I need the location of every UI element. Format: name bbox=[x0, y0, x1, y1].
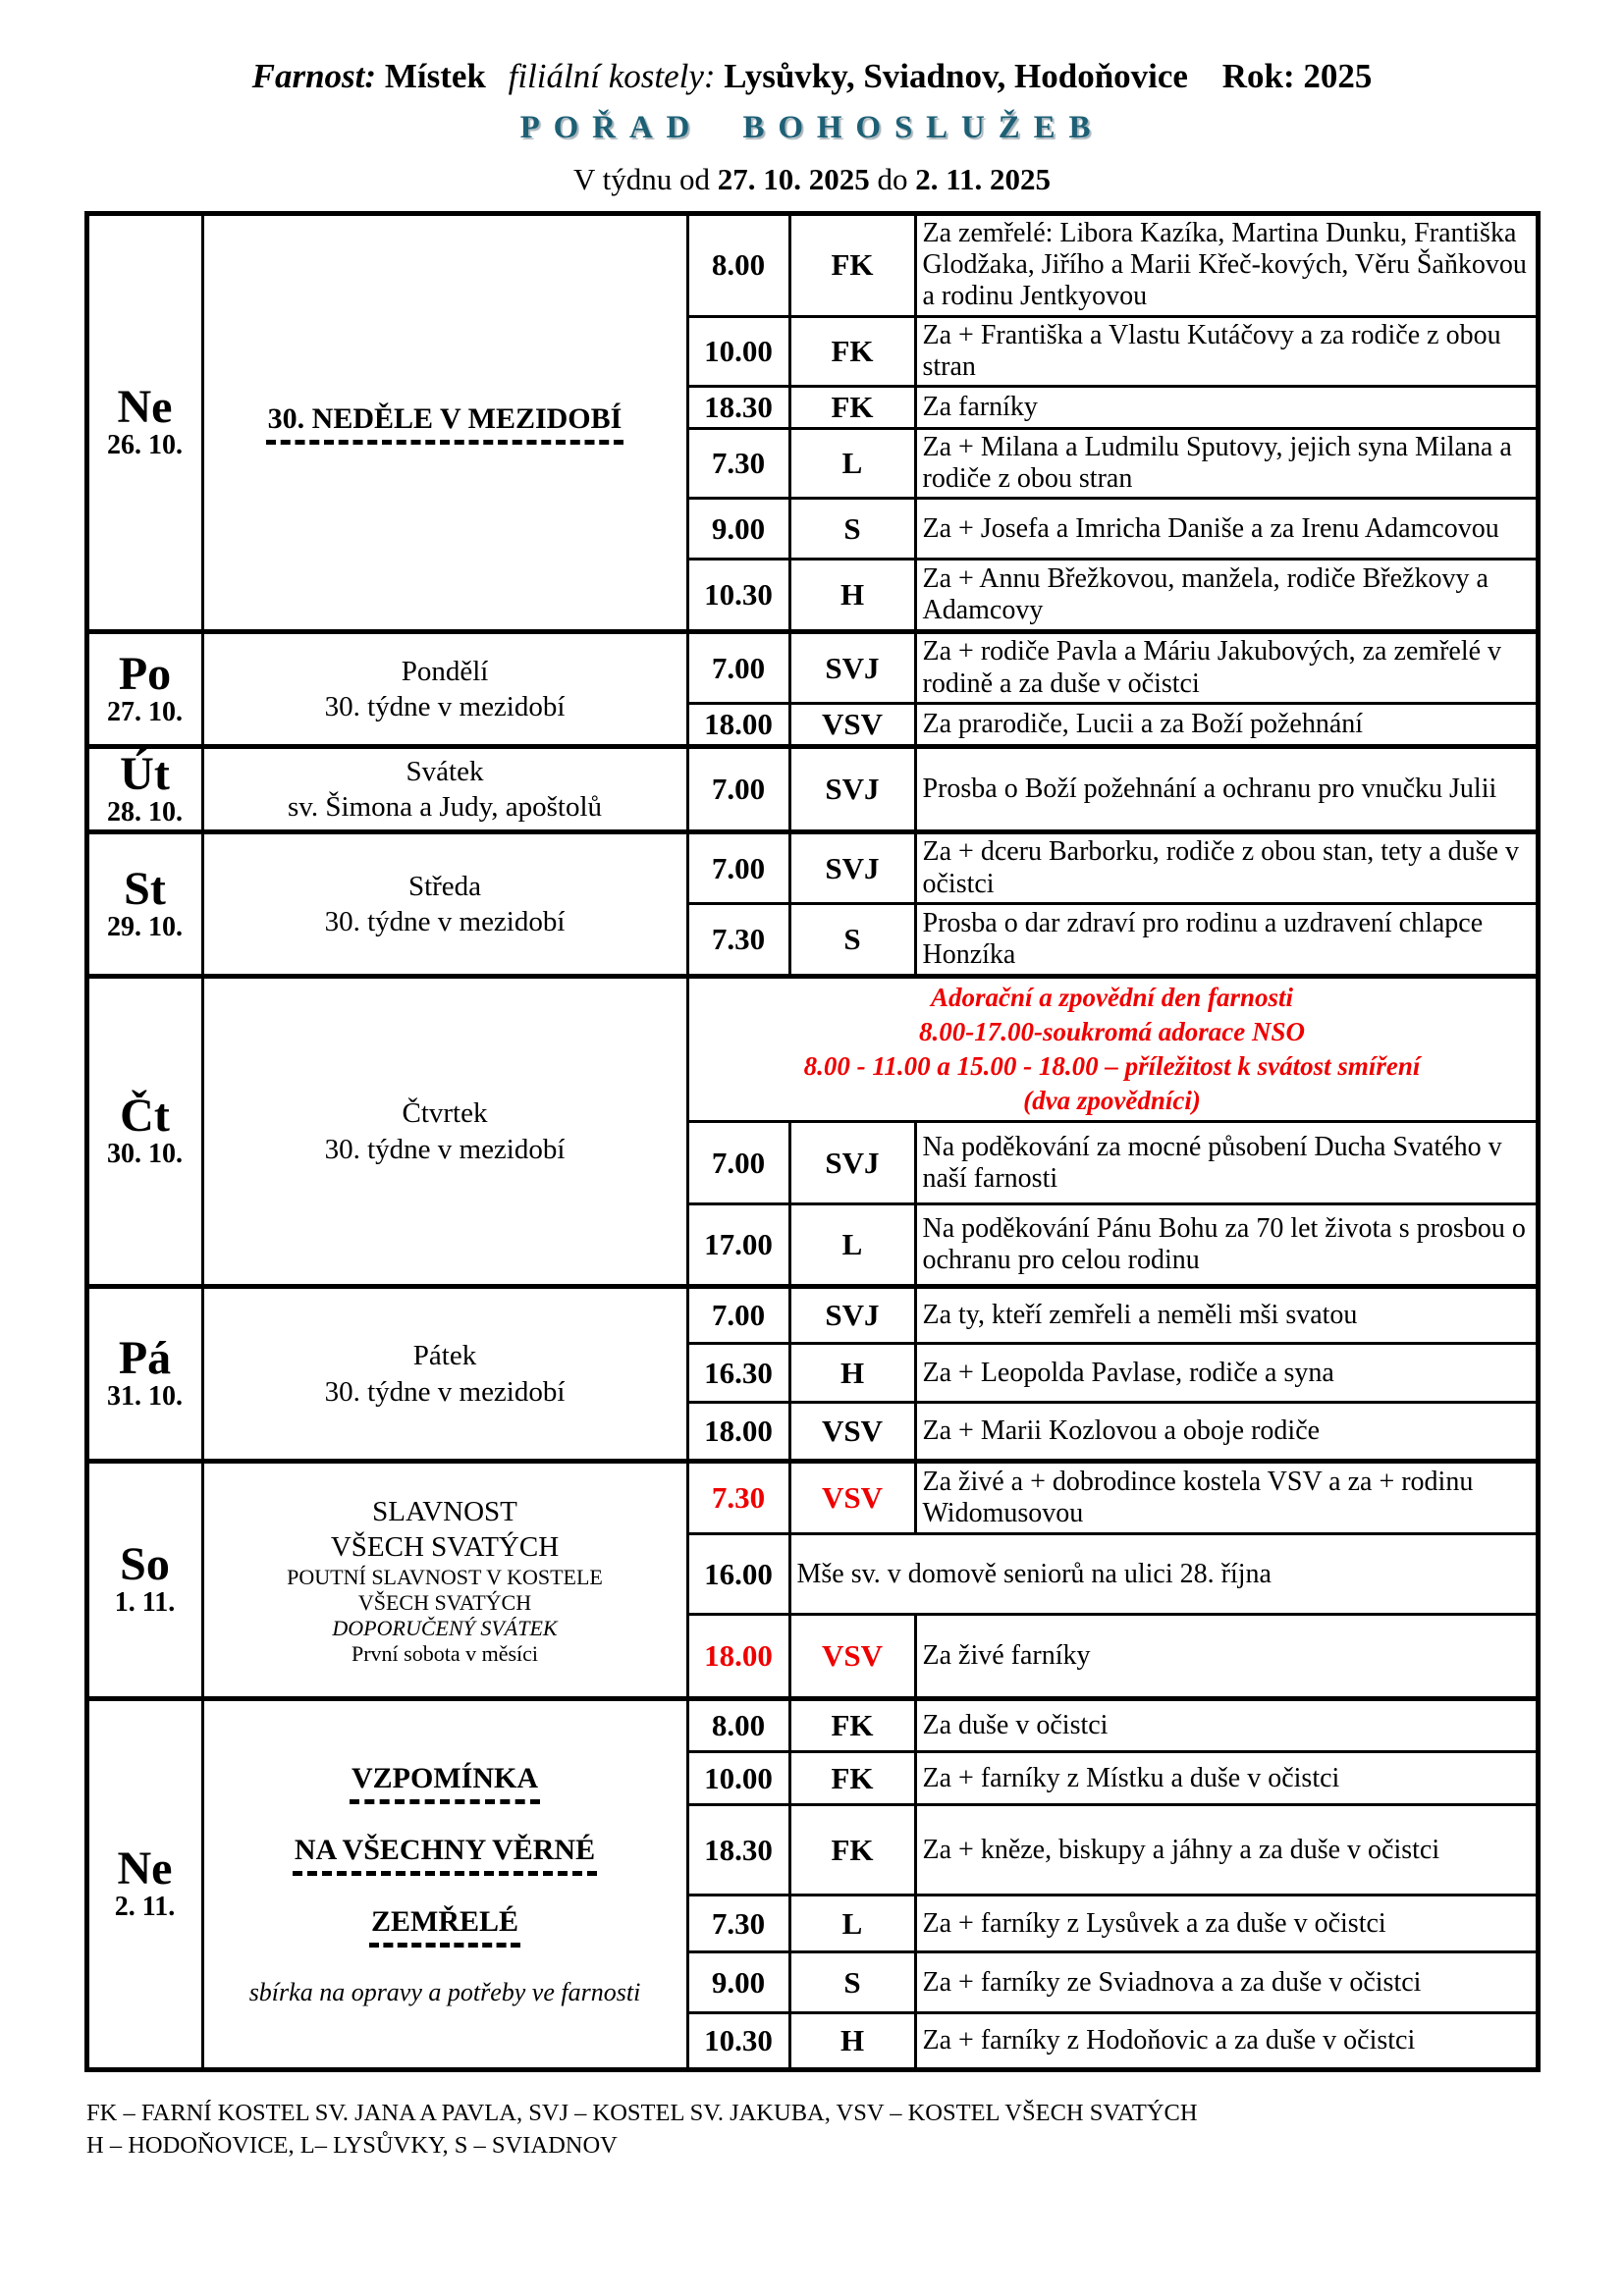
mass-time: 7.30 bbox=[687, 903, 789, 976]
legend-line-2: H – HODOŇOVICE, L– LYSŮVKY, S – SVIADNOV bbox=[86, 2131, 618, 2159]
day-description-line: 30. týdne v mezidobí bbox=[324, 906, 566, 938]
day-cell bbox=[86, 1462, 202, 1699]
mass-location-code: L bbox=[789, 1204, 915, 1287]
page-title: POŘAD BOHOSLUŽEB bbox=[519, 110, 1105, 145]
mass-intention: Za zemřelé: Libora Kazíka, Martina Dunku, Františka Glodžaka, Jiřího a Marii Křeč-kových, Věru Šaňkovou a rodinu Jentkyovou bbox=[915, 214, 1538, 317]
day-description-line: 30. NEDĚLE V MEZIDOBÍ bbox=[210, 401, 680, 445]
mass-intention: Za duše v očistci bbox=[915, 1699, 1538, 1752]
day-description-line: VZPOMÍNKA bbox=[210, 1762, 680, 1804]
mass-location-code: FK bbox=[789, 214, 915, 317]
day-cell bbox=[86, 832, 202, 976]
parish-header-line bbox=[0, 57, 1624, 96]
mass-intention: Za + farníky z Místku a duše v očistci bbox=[915, 1752, 1538, 1805]
mass-intention: Za ty, kteří zemřeli a neměli mši svatou bbox=[915, 1287, 1538, 1344]
adoration-notice-line: 8.00 - 11.00 a 15.00 - 18.00 – příležitost k svátost smíření bbox=[803, 1051, 1421, 1082]
day-date: 30. 10. bbox=[107, 1139, 183, 1170]
mass-time: 7.30 bbox=[687, 1896, 789, 1952]
day-description-line: Čtvrtek bbox=[402, 1097, 488, 1130]
day-abbreviation: St bbox=[124, 862, 166, 915]
day-cell bbox=[86, 976, 202, 1286]
day-description-line: SLAVNOST bbox=[372, 1495, 517, 1527]
rok-label: Rok: 2025 bbox=[1221, 57, 1373, 95]
day-date: 31. 10. bbox=[107, 1381, 183, 1413]
mass-time: 9.00 bbox=[687, 499, 789, 560]
mass-intention: Na poděkování za mocné působení Ducha Svatého v naší farnosti bbox=[915, 1122, 1538, 1204]
mass-location-code: SVJ bbox=[789, 1287, 915, 1344]
mass-intention: Na poděkování Pánu Bohu za 70 let života s prosbou o ochranu pro celou rodinu bbox=[915, 1204, 1538, 1287]
day-description-line: VŠECH SVATÝCH bbox=[330, 1530, 560, 1563]
mass-intention: Za prarodiče, Lucii a za Boží požehnání bbox=[915, 703, 1538, 746]
day-date: 2. 11. bbox=[114, 1892, 176, 1923]
mass-intention: Mše sv. v domově seniorů na ulici 28. října bbox=[789, 1534, 1538, 1615]
adoration-notice-line: (dva zpovědníci) bbox=[1023, 1086, 1201, 1116]
mass-intention: Za živé a + dobrodince kostela VSV a za + rodinu Widomusovou bbox=[915, 1462, 1538, 1534]
mass-location-code: L bbox=[789, 1896, 915, 1952]
week-from-date: 27. 10. 2025 bbox=[717, 162, 870, 196]
mass-time: 10.00 bbox=[687, 1752, 789, 1805]
day-date: 26. 10. bbox=[107, 430, 183, 461]
mass-intention: Za farníky bbox=[915, 386, 1538, 428]
day-description-line: První sobota v měsíci bbox=[351, 1640, 539, 1666]
mass-intention: Za + kněze, biskupy a jáhny a za duše v očistci bbox=[915, 1805, 1538, 1896]
mass-location-code: SVJ bbox=[789, 1122, 915, 1204]
day-abbreviation: Pá bbox=[118, 1332, 172, 1385]
day-date: 1. 11. bbox=[114, 1587, 176, 1619]
mass-time: 10.30 bbox=[687, 2013, 789, 2070]
mass-row bbox=[86, 1287, 1538, 1344]
mass-time: 9.00 bbox=[687, 1952, 789, 2013]
day-description-cell bbox=[202, 632, 687, 746]
mass-intention: Za + farníky z Lysůvek a za duše v očistci bbox=[915, 1896, 1538, 1952]
day-abbreviation: Po bbox=[118, 647, 172, 700]
day-date: 29. 10. bbox=[107, 911, 183, 942]
day-abbreviation: Ne bbox=[117, 1842, 173, 1896]
mass-intention: Za + Františka a Vlastu Kutáčovy a za rodiče z obou stran bbox=[915, 316, 1538, 386]
day-cell bbox=[86, 632, 202, 746]
mass-intention: Za + rodiče Pavla a Máriu Jakubových, za zemřelé v rodině a za duše v očistci bbox=[915, 632, 1538, 703]
mass-time: 18.00 bbox=[687, 703, 789, 746]
farnost-label: Farnost: bbox=[251, 57, 377, 95]
day-cell bbox=[86, 746, 202, 832]
day-description-line: Svátek bbox=[406, 755, 484, 787]
mass-location-code: VSV bbox=[789, 1462, 915, 1534]
mass-time: 7.30 bbox=[687, 428, 789, 498]
mass-time: 7.00 bbox=[687, 746, 789, 832]
day-description-line: 30. týdne v mezidobí bbox=[324, 1133, 566, 1165]
mass-location-code: H bbox=[789, 560, 915, 632]
mass-location-code: L bbox=[789, 428, 915, 498]
day-description-line: Pátek bbox=[412, 1340, 477, 1372]
mass-row bbox=[86, 976, 1538, 1121]
mass-time: 7.00 bbox=[687, 1287, 789, 1344]
mass-row bbox=[86, 1462, 1538, 1534]
day-abbreviation: Čt bbox=[120, 1090, 170, 1143]
day-description-cell bbox=[202, 832, 687, 976]
kostely-label: filiální kostely: bbox=[508, 57, 716, 95]
mass-time: 10.30 bbox=[687, 560, 789, 632]
mass-row bbox=[86, 214, 1538, 317]
mass-location-code: SVJ bbox=[789, 632, 915, 703]
day-description-line: Pondělí bbox=[401, 655, 489, 687]
mass-intention: Za + Leopolda Pavlase, rodiče a syna bbox=[915, 1344, 1538, 1403]
schedule-table bbox=[84, 211, 1541, 2072]
mass-location-code: SVJ bbox=[789, 746, 915, 832]
day-description-cell bbox=[202, 976, 687, 1286]
kostely-value: Lysůvky, Sviadnov, Hodoňovice bbox=[724, 57, 1188, 95]
day-description-line: ZEMŘELÉ bbox=[210, 1905, 680, 1948]
mass-intention: Prosba o dar zdraví pro rodinu a uzdravení chlapce Honzíka bbox=[915, 903, 1538, 976]
mass-row bbox=[86, 632, 1538, 703]
mass-time: 8.00 bbox=[687, 214, 789, 317]
mass-time: 7.00 bbox=[687, 832, 789, 903]
mass-location-code: SVJ bbox=[789, 832, 915, 903]
mass-time: 7.00 bbox=[687, 1122, 789, 1204]
mass-location-code: VSV bbox=[789, 703, 915, 746]
mass-row bbox=[86, 832, 1538, 903]
day-description-cell bbox=[202, 214, 687, 632]
day-cell bbox=[86, 214, 202, 632]
mass-location-code: H bbox=[789, 1344, 915, 1403]
mass-intention: Za + Josefa a Imricha Daniše a za Irenu Adamcovou bbox=[915, 499, 1538, 560]
mass-location-code: FK bbox=[789, 1805, 915, 1896]
day-abbreviation: Út bbox=[120, 747, 170, 800]
day-description-line: NA VŠECHNY VĚRNÉ bbox=[210, 1834, 680, 1876]
mass-time: 16.30 bbox=[687, 1344, 789, 1403]
day-description-cell bbox=[202, 746, 687, 832]
mass-time: 16.00 bbox=[687, 1534, 789, 1615]
day-cell bbox=[86, 1287, 202, 1462]
day-description-line: 30. týdne v mezidobí bbox=[324, 1375, 566, 1408]
day-date: 28. 10. bbox=[107, 796, 183, 828]
day-abbreviation: So bbox=[120, 1538, 170, 1591]
mass-intention: Za + Milana a Ludmilu Sputovy, jejich syna Milana a rodiče z obou stran bbox=[915, 428, 1538, 498]
day-abbreviation: Ne bbox=[117, 381, 173, 434]
mass-location-code: FK bbox=[789, 386, 915, 428]
adoration-notice-line: 8.00-17.00-soukromá adorace NSO bbox=[918, 1016, 1305, 1046]
mass-time: 17.00 bbox=[687, 1204, 789, 1287]
legend-line-1: FK – FARNÍ KOSTEL SV. JANA A PAVLA, SVJ – KOSTEL SV. JAKUBA, VSV – KOSTEL VŠECH SVATÝCH bbox=[86, 2100, 1198, 2127]
mass-intention: Za + farníky z Hodoňovic a za duše v očistci bbox=[915, 2013, 1538, 2070]
adoration-notice-line: Adorační a zpovědní den farnosti bbox=[930, 982, 1294, 1012]
mass-time: 10.00 bbox=[687, 316, 789, 386]
week-prefix: V týdnu od bbox=[573, 162, 710, 196]
mass-row bbox=[86, 746, 1538, 832]
mass-time: 18.00 bbox=[687, 1615, 789, 1699]
day-description-line: 30. týdne v mezidobí bbox=[324, 691, 566, 722]
mass-location-code: H bbox=[789, 2013, 915, 2070]
mass-time: 18.00 bbox=[687, 1403, 789, 1462]
day-description-line: DOPORUČENÝ SVÁTEK bbox=[332, 1615, 558, 1640]
mass-time: 18.30 bbox=[687, 1805, 789, 1896]
day-description-line: Středa bbox=[407, 870, 482, 902]
week-to-date: 2. 11. 2025 bbox=[915, 162, 1051, 196]
mass-location-code: S bbox=[789, 903, 915, 976]
mass-intention: Za živé farníky bbox=[915, 1615, 1538, 1699]
mass-location-code: VSV bbox=[789, 1615, 915, 1699]
mass-intention: Za + dceru Barborku, rodiče z obou stan, tety a duše v očistci bbox=[915, 832, 1538, 903]
day-description-cell bbox=[202, 1462, 687, 1699]
mass-location-code: S bbox=[789, 1952, 915, 2013]
week-mid: do bbox=[877, 162, 908, 196]
mass-intention: Za + farníky ze Sviadnova a za duše v očistci bbox=[915, 1952, 1538, 2013]
mass-intention: Prosba o Boží požehnání a ochranu pro vnučku Julii bbox=[915, 746, 1538, 832]
day-date: 27. 10. bbox=[107, 696, 183, 727]
day-description-line: sbírka na opravy a potřeby ve farnosti bbox=[248, 1977, 641, 2006]
mass-time: 7.00 bbox=[687, 632, 789, 703]
day-description-line: POUTNÍ SLAVNOST V KOSTELE bbox=[287, 1565, 603, 1590]
day-description-line: sv. Šimona a Judy, apoštolů bbox=[287, 791, 603, 824]
day-description-cell bbox=[202, 1287, 687, 1462]
adoration-notice-cell bbox=[687, 976, 1538, 1121]
week-range-line bbox=[0, 162, 1624, 197]
mass-time: 7.30 bbox=[687, 1462, 789, 1534]
day-description-cell bbox=[202, 1699, 687, 2070]
mass-location-code: VSV bbox=[789, 1403, 915, 1462]
mass-intention: Za + Marii Kozlovou a oboje rodiče bbox=[915, 1403, 1538, 1462]
mass-time: 8.00 bbox=[687, 1699, 789, 1752]
mass-location-code: FK bbox=[789, 316, 915, 386]
mass-row bbox=[86, 1699, 1538, 1752]
mass-intention: Za + Annu Břežkovou, manžela, rodiče Břežkovy a Adamcovy bbox=[915, 560, 1538, 632]
mass-time: 18.30 bbox=[687, 386, 789, 428]
mass-location-code: FK bbox=[789, 1752, 915, 1805]
mass-location-code: S bbox=[789, 499, 915, 560]
farnost-value: Místek bbox=[384, 57, 486, 95]
day-cell bbox=[86, 1699, 202, 2070]
legend-footer bbox=[86, 2098, 1538, 2162]
mass-location-code: FK bbox=[789, 1699, 915, 1752]
day-description-line: VŠECH SVATÝCH bbox=[357, 1590, 532, 1616]
